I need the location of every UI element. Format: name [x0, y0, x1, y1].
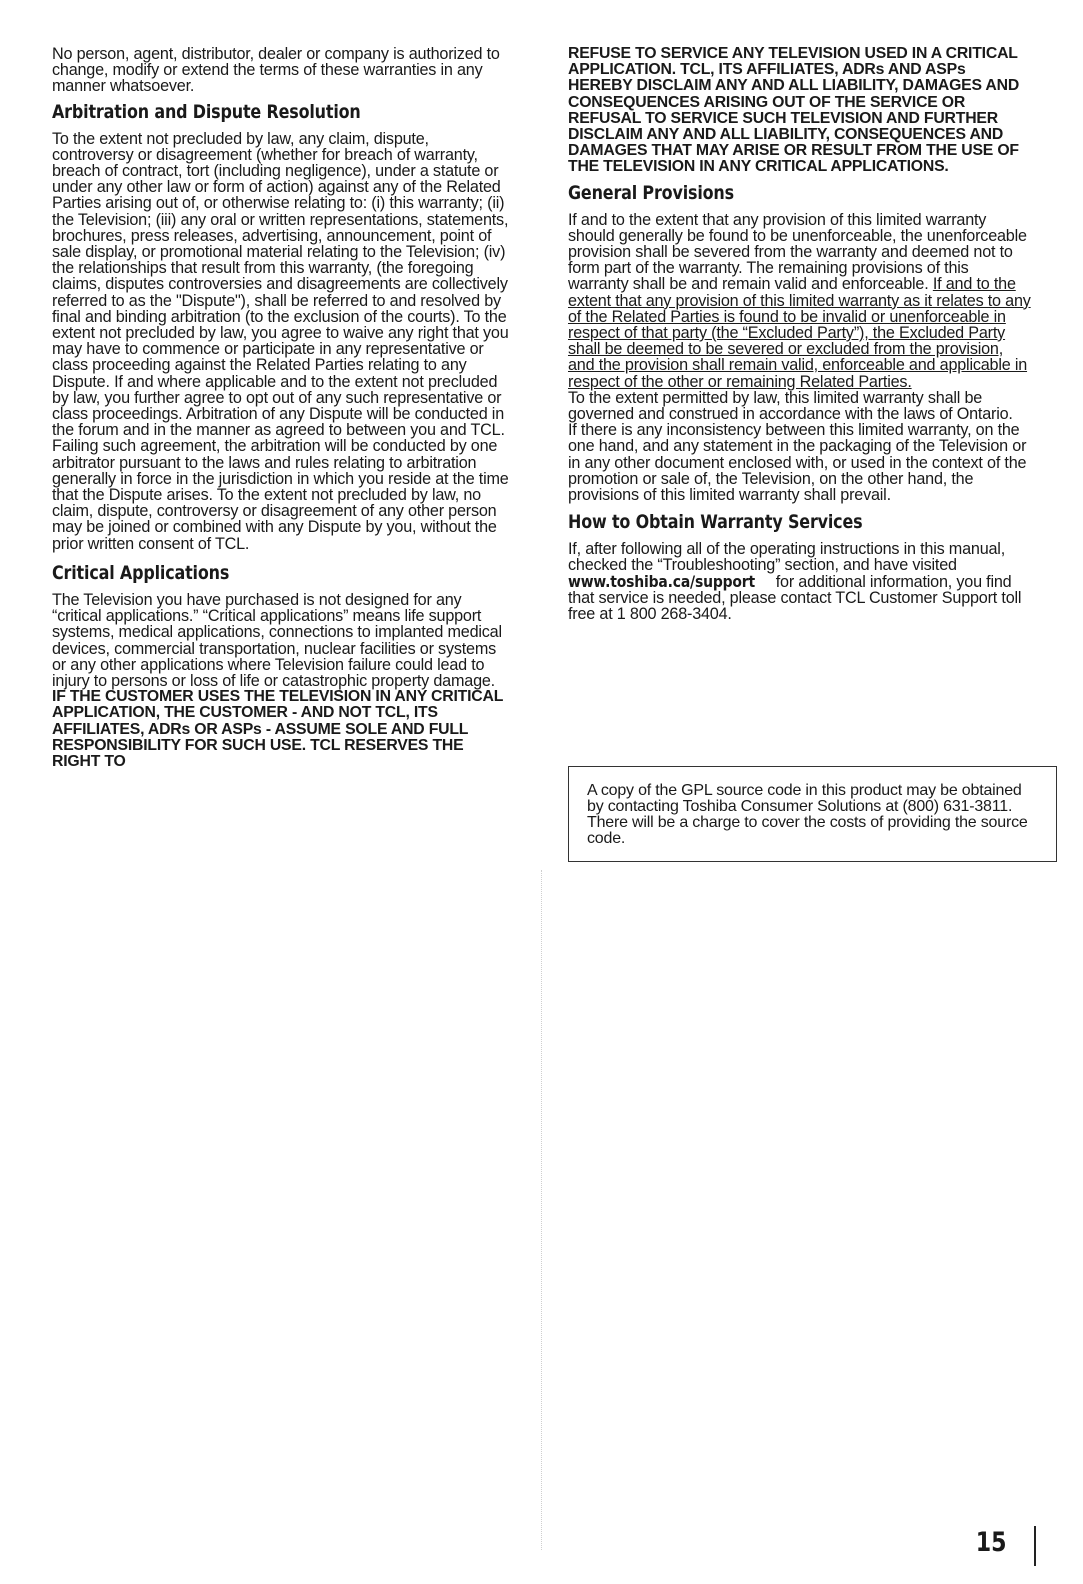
- gpl-notice-box: [568, 766, 1057, 862]
- governing-law-paragraph: To the extent permitted by law, this limited warranty shall be governed and construed in accordance with the laws of Ontario.: [568, 388, 1013, 424]
- critical-applications-caps-continued: REFUSE TO SERVICE ANY TELEVISION USED IN A CRITICAL APPLICATION. TCL, ITS AFFILIATES, ADRs AND ASPs HEREBY DISCLAIM ANY AND ALL LIABILITY, DAMAGES AND CONSEQUENCES ARISING OUT OF THE SERVICE OR REFUSAL TO SERVICE SUCH TELEVISION AND FURTHER DISCLAIM ANY AND ALL LIABILITY, CONSEQUENCES AND DAMAGES THAT MAY ARISE OR RESULT FROM THE USE OF THE TELEVISION IN ANY CRITICAL APPLICATIONS.: [568, 45, 1020, 176]
- arbitration-paragraph: To the extent not precluded by law, any claim, dispute, controversy or disagreement (whether for breach of warranty, breach of contract, tort (including negligence), under a statute or under any other law or form of action) against any of the Related Parties arising out of, or otherwise relating to: (i) this warranty; (ii) the Television; (iii) any oral or written representations, statements, brochures, press releases, advertising, announcement, point of sale display, or promotional material relating to the Television; (iv) the relationships that result from this warranty, (the foregoing claims, disputes controversies and disagreements are collectively referred to as the "Dispute"), shall be referred to and resolved by final and binding arbitration (to the exclusion of the courts). To the extent not precluded by law, you agree to waive any right that you may have to commence or participate in any representative or class proceeding against the Related Parties relating to any Dispute. If and where applicable and to the extent not precluded by law, you further agree to opt out of any such representative or class proceedings. Arbitration of any Dispute will be conducted in the forum and in the manner as agreed to between you and TCL. Failing such agreement, the arbitration will be conducted by one arbitrator pursuant to the laws and rules relating to arbitration generally in force in the jurisdiction in which you reside at the time that the Dispute arises. To the extent not precluded by law, no claim, dispute, controversy or disagreement of any other person may be joined or combined with any Dispute by you, without the prior written consent of TCL.: [52, 129, 509, 553]
- obtain-warranty-text-after: for additional information, you find that service is needed, please contact TCL Customer Support toll free at 1 800 268-3404.: [568, 572, 1022, 624]
- obtain-warranty-paragraph: [568, 541, 1033, 622]
- general-provisions-heading: General Provisions: [568, 181, 734, 204]
- obtain-warranty-heading: How to Obtain Warranty Services: [568, 511, 863, 534]
- left-column: [52, 46, 512, 770]
- intro-paragraph: No person, agent, distributor, dealer or company is authorized to change, modify or extend the terms of these warranties in any manner whatsoever.: [52, 45, 500, 96]
- critical-applications-paragraph: The Television you have purchased is not designed for any “critical applications.” “Critical applications” means life support systems, medical applications, connections to implanted medical devices, commercial transportation, nuclear facilities or systems or any other applications where Television failure could lead to injury to persons or loss of life or catastrophic property damage.: [52, 590, 502, 690]
- column-divider: [541, 870, 542, 1550]
- inconsistency-paragraph: If there is any inconsistency between this limited warranty, on the one hand, and any statement in the packaging of the Television or in any other document enclosed with, or used in the context of the promotion or sale of, the Television, on the other hand, the provisions of this limited warranty shall prevail.: [568, 421, 1027, 505]
- critical-applications-heading: Critical Applications: [52, 561, 230, 584]
- critical-applications-caps-notice: IF THE CUSTOMER USES THE TELEVISION IN ANY CRITICAL APPLICATION, THE CUSTOMER - AND NOT TCL, ITS AFFILIATES, ADRs OR ASPs - ASSUME SOLE AND FULL RESPONSIBILITY FOR SUCH USE. TCL RESERVES THE RIGHT TO: [52, 688, 503, 770]
- gpl-notice-text: A copy of the GPL source code in this product may be obtained by contacting Toshiba Consumer Solutions at (800) 631-3811. There will be a charge to cover the costs of providing the source code.: [587, 782, 1028, 847]
- page-number: 15: [976, 1527, 1007, 1558]
- right-column: [568, 46, 1033, 622]
- excluded-party-clause: If and to the extent that any provision of this limited warranty as it relates to any of the Related Parties is found to be invalid or unenforceable in respect of that party (the “Excluded Party”), the Excluded Party shall be deemed to be severed or excluded from the provision, and the provision shall remain valid, enforceable and applicable in respect of the other or remaining Related Parties.: [568, 275, 1031, 391]
- general-provisions-paragraph: [568, 212, 1033, 390]
- obtain-warranty-text-before: If, after following all of the operating instructions in this manual, checked the “Troubleshooting” section, and have visited: [568, 540, 1005, 575]
- arbitration-heading: Arbitration and Dispute Resolution: [52, 100, 361, 123]
- general-provisions-text: If and to the extent that any provision of this limited warranty should generally be found to be unenforceable, the unenforceable provision shall be severed from the warranty and deemed not to form part of the warranty. The remaining provisions of this warranty shall be and remain valid and enforceable.: [568, 210, 1027, 294]
- page-edge-bar: [1034, 1526, 1036, 1566]
- support-link[interactable]: www.toshiba.ca/support: [568, 571, 755, 591]
